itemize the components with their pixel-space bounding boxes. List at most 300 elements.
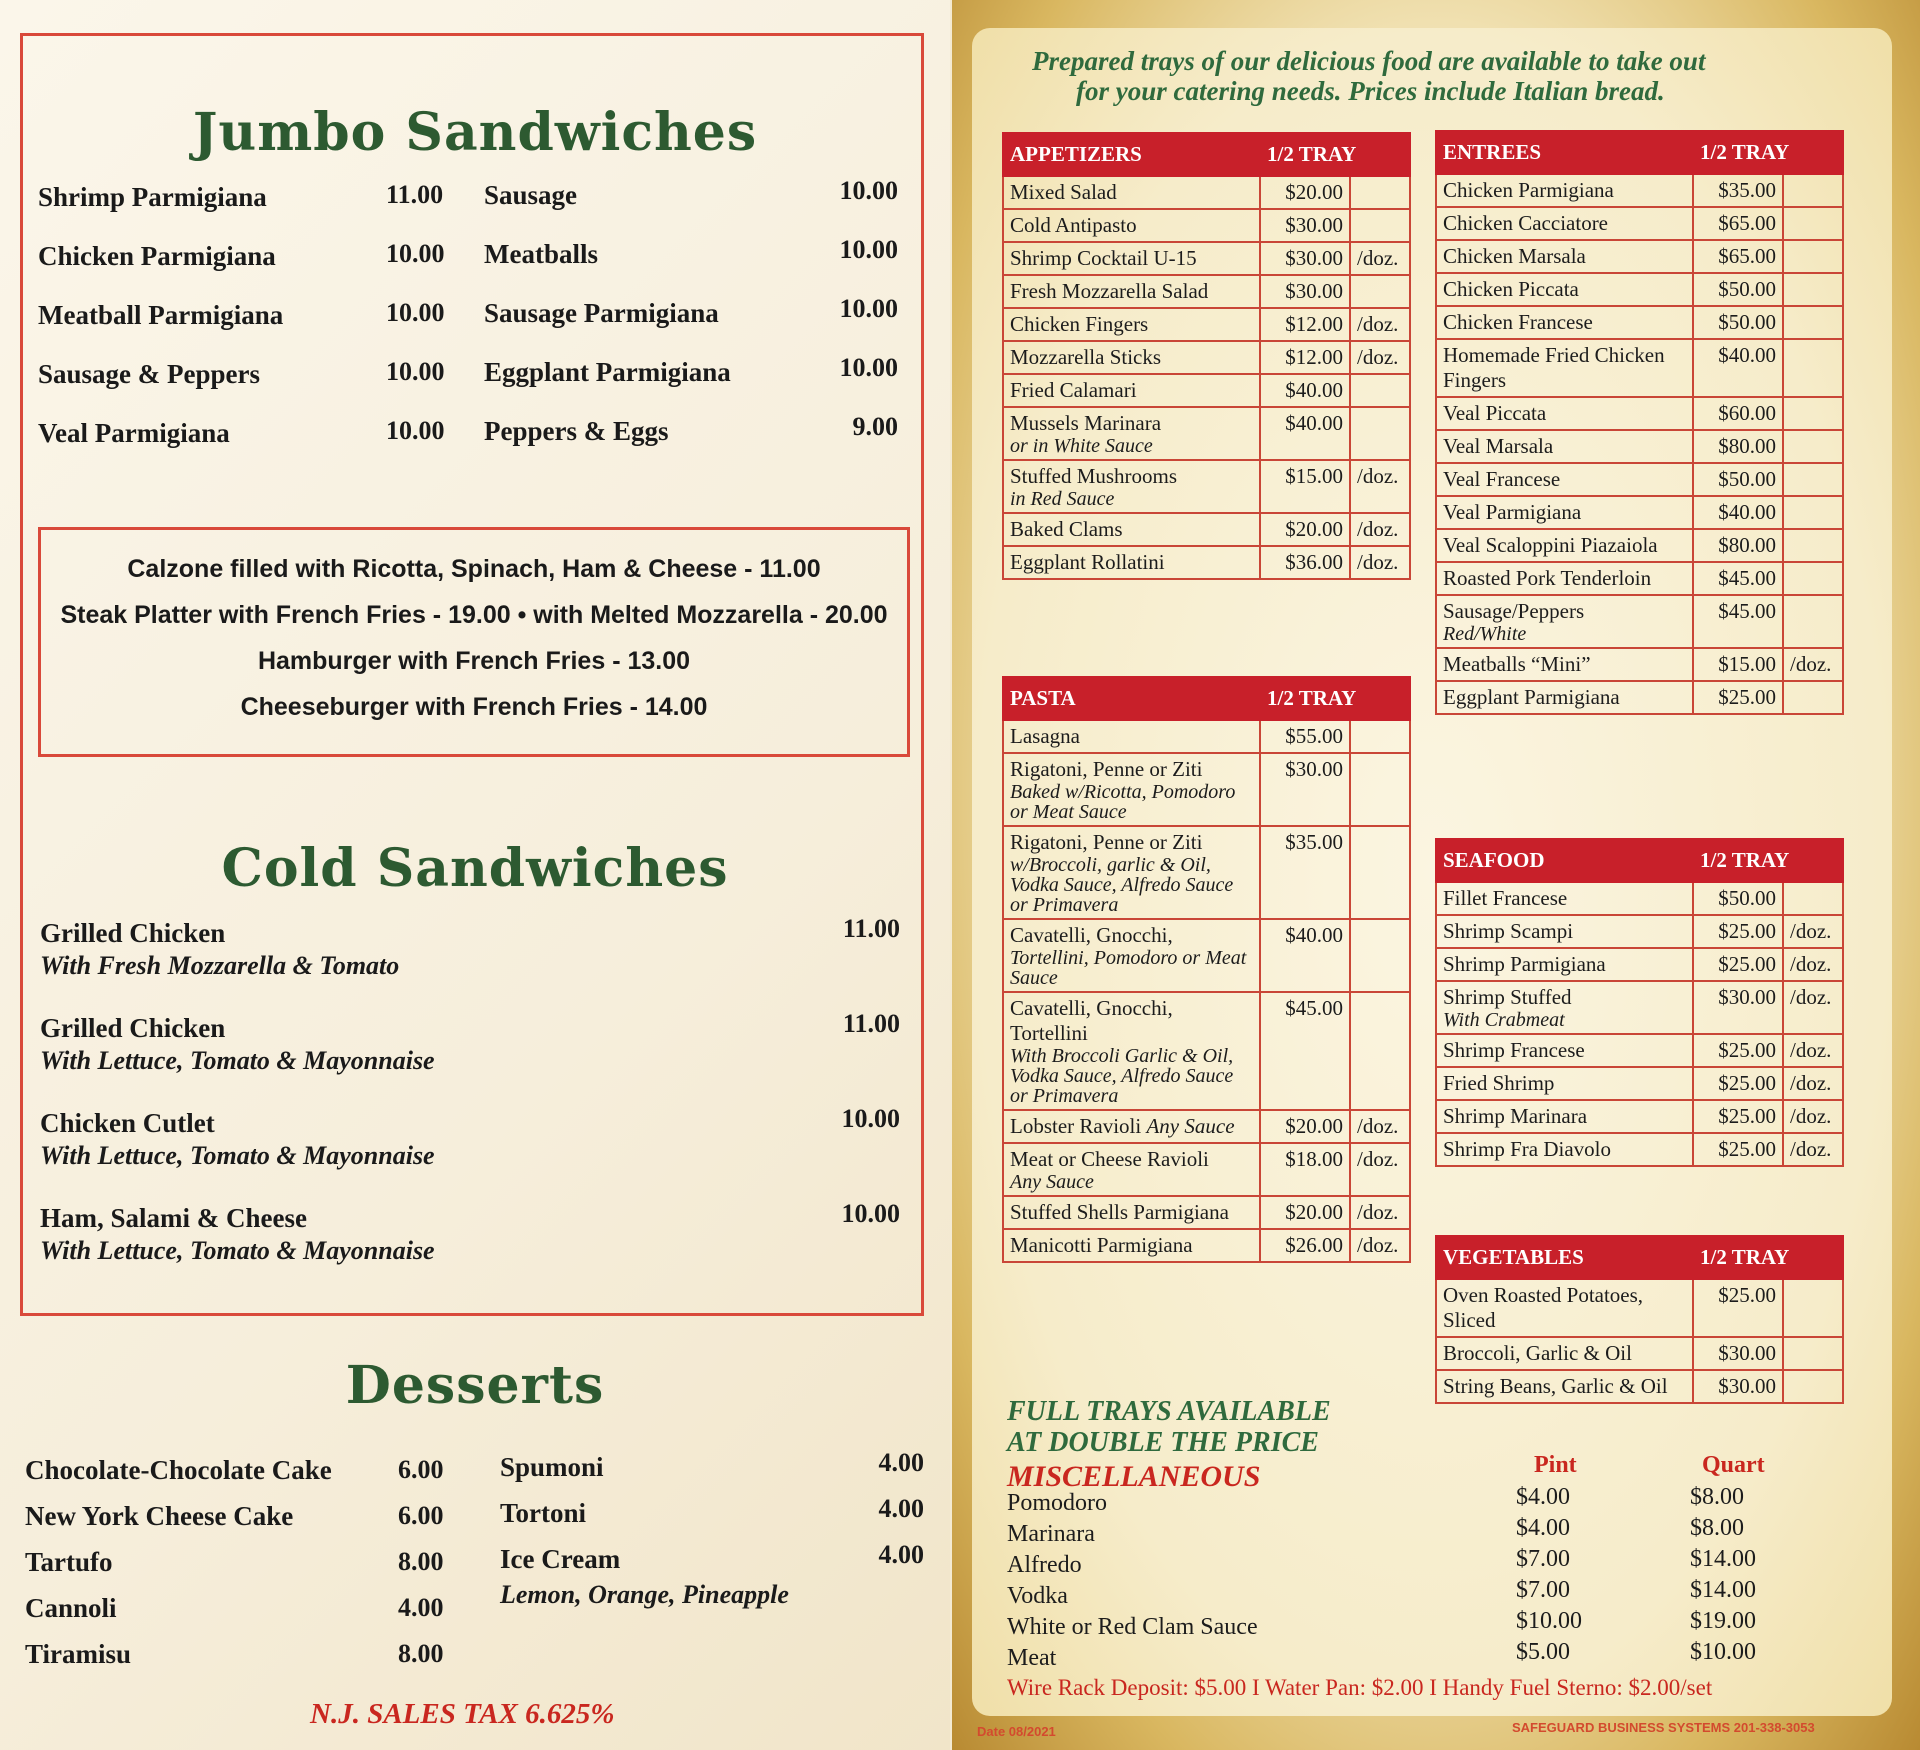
tray-item-price: $30.00 bbox=[1260, 275, 1350, 308]
misc-item-name: Pomodoro bbox=[1007, 1490, 1108, 1516]
tray-row bbox=[1003, 242, 1410, 275]
full-trays-note bbox=[1007, 1396, 1331, 1458]
tray-row bbox=[1436, 981, 1843, 1034]
tray-item-price: $36.00 bbox=[1260, 546, 1350, 579]
tray-item-unit bbox=[1783, 240, 1843, 273]
tray-item-price: $30.00 bbox=[1260, 753, 1350, 826]
dessert-price: 6.00 bbox=[398, 1501, 444, 1530]
tray-item-unit: /doz. bbox=[1350, 341, 1410, 374]
tray-item-cell bbox=[1003, 992, 1260, 1110]
cold-item-name: Ham, Salami & Cheese bbox=[40, 1203, 307, 1233]
tray-row bbox=[1003, 275, 1410, 308]
dessert-name: Tortoni bbox=[500, 1498, 587, 1528]
tray-item-cell bbox=[1003, 407, 1260, 460]
tray-row bbox=[1436, 306, 1843, 339]
tray-item-unit bbox=[1783, 397, 1843, 430]
misc-item-name: Alfredo bbox=[1007, 1552, 1082, 1578]
misc-pint-price: $7.00 bbox=[1516, 1546, 1570, 1572]
tray-item-unit bbox=[1350, 209, 1410, 242]
tray-item-price: $50.00 bbox=[1693, 306, 1783, 339]
tray-item-price: $25.00 bbox=[1693, 1133, 1783, 1166]
tray-item-unit bbox=[1783, 463, 1843, 496]
tray-item-unit bbox=[1783, 1337, 1843, 1370]
tray-item-cell bbox=[1003, 546, 1260, 579]
cold-item-desc: With Fresh Mozzarella & Tomato bbox=[40, 951, 400, 980]
jumbo-item-name: Shrimp Parmigiana bbox=[38, 182, 267, 212]
tray-row bbox=[1436, 174, 1843, 207]
misc-quart-price: $8.00 bbox=[1690, 1515, 1744, 1541]
tray-row bbox=[1436, 529, 1843, 562]
full-trays-line1: FULL TRAYS AVAILABLE bbox=[1007, 1396, 1331, 1427]
tray-item-price: $30.00 bbox=[1260, 242, 1350, 275]
tray-item-name: Shrimp Stuffed bbox=[1443, 985, 1572, 1009]
tray-item-name: Stuffed Mushrooms bbox=[1010, 464, 1178, 488]
tray-item-name: Veal Piccata bbox=[1443, 401, 1547, 425]
tray-row bbox=[1436, 648, 1843, 681]
seafood-header-row bbox=[1436, 839, 1843, 882]
appetizers-table bbox=[1002, 132, 1411, 580]
jumbo-item-name: Sausage bbox=[484, 180, 578, 210]
tray-row bbox=[1436, 1337, 1843, 1370]
tray-item-name: Sausage/Peppers bbox=[1443, 599, 1585, 623]
misc-quart-price: $14.00 bbox=[1690, 1546, 1756, 1572]
tray-item-name: Manicotti Parmigiana bbox=[1010, 1233, 1193, 1257]
tray-item-cell bbox=[1436, 1279, 1693, 1337]
tray-item-unit: /doz. bbox=[1350, 1110, 1410, 1143]
tray-item-name: Shrimp Fra Diavolo bbox=[1443, 1137, 1611, 1161]
tray-item-cell bbox=[1003, 308, 1260, 341]
tray-item-sub: With Broccoli Garlic & Oil, Vodka Sauce, Alfredo Sauce or Primavera bbox=[1010, 1045, 1234, 1107]
tray-row bbox=[1436, 496, 1843, 529]
jumbo-item-name: Meatballs bbox=[484, 239, 598, 269]
vegetables-header-row bbox=[1436, 1236, 1843, 1279]
cold-item-price: 11.00 bbox=[842, 914, 900, 943]
tray-row bbox=[1003, 341, 1410, 374]
tray-item-price: $60.00 bbox=[1693, 397, 1783, 430]
vegetables-header: VEGETABLES bbox=[1436, 1236, 1693, 1279]
tray-item-unit bbox=[1783, 1370, 1843, 1403]
specials-box bbox=[38, 527, 910, 757]
tray-item-cell bbox=[1003, 1143, 1260, 1196]
tray-item-cell bbox=[1003, 753, 1260, 826]
misc-item-name: Meat bbox=[1007, 1645, 1057, 1671]
dessert-name: New York Cheese Cake bbox=[25, 1501, 294, 1531]
tray-row bbox=[1003, 308, 1410, 341]
seafood-table bbox=[1435, 838, 1844, 1167]
cold-item-name: Chicken Cutlet bbox=[40, 1108, 215, 1138]
tray-item-unit bbox=[1783, 273, 1843, 306]
cold-item-desc: With Lettuce, Tomato & Mayonnaise bbox=[40, 1141, 435, 1170]
tray-item-cell bbox=[1436, 240, 1693, 273]
tray-item-cell bbox=[1436, 1337, 1693, 1370]
tray-row bbox=[1003, 753, 1410, 826]
tray-item-name: Mozzarella Sticks bbox=[1010, 345, 1162, 369]
miscellaneous-title: MISCELLANEOUS bbox=[1007, 1460, 1261, 1493]
tray-item-price: $25.00 bbox=[1693, 1034, 1783, 1067]
tray-item-unit bbox=[1783, 430, 1843, 463]
tray-item-price: $40.00 bbox=[1693, 496, 1783, 529]
tray-item-name: Broccoli, Garlic & Oil bbox=[1443, 1341, 1632, 1365]
tray-item-unit bbox=[1783, 882, 1843, 915]
tray-item-cell bbox=[1436, 174, 1693, 207]
tray-item-price: $30.00 bbox=[1693, 981, 1783, 1034]
jumbo-sandwiches-title: Jumbo Sandwiches bbox=[192, 102, 758, 163]
tray-row bbox=[1436, 240, 1843, 273]
tray-item-price: $20.00 bbox=[1260, 1110, 1350, 1143]
tray-item-unit: /doz. bbox=[1350, 1143, 1410, 1196]
tray-row bbox=[1436, 1067, 1843, 1100]
tray-item-cell bbox=[1003, 242, 1260, 275]
tray-item-cell bbox=[1436, 273, 1693, 306]
special-cheeseburger: Cheeseburger with French Fries - 14.00 bbox=[240, 693, 708, 721]
dessert-price: 8.00 bbox=[398, 1547, 444, 1576]
pasta-header-row bbox=[1003, 677, 1410, 720]
tray-item-unit bbox=[1783, 529, 1843, 562]
tray-item-unit: /doz. bbox=[1783, 648, 1843, 681]
entrees-header-row bbox=[1436, 131, 1843, 174]
tray-item-cell bbox=[1003, 176, 1260, 209]
tray-item-price: $20.00 bbox=[1260, 1196, 1350, 1229]
jumbo-item-price: 10.00 bbox=[839, 235, 898, 264]
tray-item-price: $30.00 bbox=[1260, 209, 1350, 242]
dessert-name: Ice Cream bbox=[500, 1544, 621, 1574]
vegetables-tray-label: 1/2 TRAY bbox=[1693, 1236, 1843, 1279]
tray-item-unit bbox=[1783, 562, 1843, 595]
ice-cream-flavors: Lemon, Orange, Pineapple bbox=[500, 1580, 789, 1609]
misc-pint-price: $4.00 bbox=[1516, 1484, 1570, 1510]
jumbo-item-price: 10.00 bbox=[386, 239, 445, 268]
pasta-header: PASTA bbox=[1003, 677, 1260, 720]
cold-item-desc: With Lettuce, Tomato & Mayonnaise bbox=[40, 1046, 435, 1075]
tray-item-name: Meat or Cheese Ravioli bbox=[1010, 1147, 1209, 1171]
tray-row bbox=[1436, 207, 1843, 240]
tray-item-name: Veal Parmigiana bbox=[1443, 500, 1582, 524]
tray-item-note: Any Sauce bbox=[1146, 1114, 1235, 1138]
tray-item-unit bbox=[1350, 826, 1410, 919]
tray-item-sub: w/Broccoli, garlic & Oil, Vodka Sauce, Alfredo Sauce or Primavera bbox=[1010, 854, 1234, 916]
deposits-line: Wire Rack Deposit: $5.00 I Water Pan: $2.00 I Handy Fuel Sterno: $2.00/set bbox=[1007, 1675, 1713, 1700]
catering-panel bbox=[952, 0, 1920, 1750]
tray-row bbox=[1436, 1279, 1843, 1337]
tray-item-cell bbox=[1436, 915, 1693, 948]
sandwich-menu-panel bbox=[0, 0, 950, 1750]
tray-item-name: Cold Antipasto bbox=[1010, 213, 1137, 237]
tray-row bbox=[1003, 826, 1410, 919]
tray-item-price: $30.00 bbox=[1693, 1337, 1783, 1370]
appetizers-header-row bbox=[1003, 133, 1410, 176]
tray-item-name: Meatballs “Mini” bbox=[1443, 652, 1591, 676]
tray-item-name: Shrimp Parmigiana bbox=[1443, 952, 1606, 976]
tray-item-unit bbox=[1350, 919, 1410, 992]
tray-item-sub: in Red Sauce bbox=[1010, 488, 1115, 510]
tray-item-unit: /doz. bbox=[1350, 513, 1410, 546]
desserts-title: Desserts bbox=[345, 1355, 605, 1416]
jumbo-item-price: 11.00 bbox=[386, 180, 444, 209]
tray-item-name: Veal Francese bbox=[1443, 467, 1561, 491]
tray-row bbox=[1003, 919, 1410, 992]
cold-item-name: Grilled Chicken bbox=[40, 1013, 226, 1043]
tray-item-cell bbox=[1003, 513, 1260, 546]
tray-item-name: Veal Scaloppini Piazaiola bbox=[1443, 533, 1658, 557]
tray-item-cell bbox=[1003, 460, 1260, 513]
catering-paper bbox=[972, 28, 1892, 1716]
print-date: Date 08/2021 bbox=[977, 1724, 1056, 1739]
tray-item-name: Fresh Mozzarella Salad bbox=[1010, 279, 1209, 303]
tray-item-name: Fried Calamari bbox=[1010, 378, 1137, 402]
tray-item-unit bbox=[1783, 595, 1843, 648]
dessert-price: 8.00 bbox=[398, 1639, 444, 1668]
tray-item-unit: /doz. bbox=[1350, 546, 1410, 579]
tray-item-price: $55.00 bbox=[1260, 720, 1350, 753]
tray-item-cell bbox=[1436, 207, 1693, 240]
tray-row bbox=[1436, 339, 1843, 397]
tray-item-price: $30.00 bbox=[1693, 1370, 1783, 1403]
tray-item-name: Shrimp Cocktail U-15 bbox=[1010, 246, 1197, 270]
tray-item-cell bbox=[1003, 1110, 1260, 1143]
tray-item-unit bbox=[1783, 339, 1843, 397]
tray-item-name: Veal Marsala bbox=[1443, 434, 1554, 458]
tray-item-cell bbox=[1436, 496, 1693, 529]
dessert-price: 4.00 bbox=[878, 1540, 924, 1569]
tray-row bbox=[1003, 513, 1410, 546]
tray-item-name: String Beans, Garlic & Oil bbox=[1443, 1374, 1668, 1398]
tray-row bbox=[1003, 407, 1410, 460]
jumbo-item-name: Eggplant Parmigiana bbox=[484, 357, 731, 387]
tray-item-price: $80.00 bbox=[1693, 529, 1783, 562]
tray-item-cell bbox=[1436, 882, 1693, 915]
quart-header: Quart bbox=[1702, 1452, 1765, 1478]
misc-quart-price: $14.00 bbox=[1690, 1577, 1756, 1603]
dessert-price: 6.00 bbox=[398, 1455, 444, 1484]
appetizers-header: APPETIZERS bbox=[1003, 133, 1260, 176]
tray-item-price: $25.00 bbox=[1693, 1100, 1783, 1133]
dessert-name: Spumoni bbox=[500, 1452, 604, 1482]
dessert-price: 4.00 bbox=[878, 1448, 924, 1477]
tray-row bbox=[1436, 882, 1843, 915]
catering-intro-line1: Prepared trays of our delicious food are available to take out bbox=[1032, 46, 1706, 76]
special-steak-platter: Steak Platter with French Fries - 19.00 • with Melted Mozzarella - 20.00 bbox=[60, 601, 888, 629]
misc-pint-price: $4.00 bbox=[1516, 1515, 1570, 1541]
tray-item-cell bbox=[1003, 826, 1260, 919]
tray-item-cell bbox=[1003, 1196, 1260, 1229]
tray-item-price: $65.00 bbox=[1693, 240, 1783, 273]
tray-item-price: $18.00 bbox=[1260, 1143, 1350, 1196]
tray-item-price: $20.00 bbox=[1260, 176, 1350, 209]
tray-item-unit bbox=[1350, 374, 1410, 407]
tray-item-cell bbox=[1436, 339, 1693, 397]
misc-item-name: Marinara bbox=[1007, 1521, 1095, 1547]
tray-row bbox=[1003, 992, 1410, 1110]
jumbo-item-name: Sausage & Peppers bbox=[38, 359, 260, 389]
entrees-header: ENTREES bbox=[1436, 131, 1693, 174]
tray-item-cell bbox=[1003, 209, 1260, 242]
tray-item-unit: /doz. bbox=[1783, 1100, 1843, 1133]
tray-item-price: $25.00 bbox=[1693, 948, 1783, 981]
tray-item-cell bbox=[1436, 648, 1693, 681]
jumbo-item-price: 10.00 bbox=[386, 298, 445, 327]
tray-item-cell bbox=[1436, 430, 1693, 463]
tray-item-name: Mussels Marinara bbox=[1010, 411, 1162, 435]
misc-quart-price: $10.00 bbox=[1690, 1639, 1756, 1665]
tray-item-unit bbox=[1783, 681, 1843, 714]
tray-item-price: $40.00 bbox=[1260, 407, 1350, 460]
tray-item-name: Eggplant Parmigiana bbox=[1443, 685, 1620, 709]
tray-row bbox=[1436, 397, 1843, 430]
tray-item-price: $12.00 bbox=[1260, 341, 1350, 374]
tray-item-cell bbox=[1003, 374, 1260, 407]
tray-item-cell bbox=[1003, 341, 1260, 374]
misc-pint-price: $10.00 bbox=[1516, 1608, 1582, 1634]
jumbo-item-name: Meatball Parmigiana bbox=[38, 300, 284, 330]
tray-item-unit bbox=[1783, 306, 1843, 339]
tray-item-name: Oven Roasted Potatoes, Sliced bbox=[1443, 1283, 1644, 1332]
jumbo-item-name: Peppers & Eggs bbox=[484, 416, 669, 446]
tray-item-sub: With Crabmeat bbox=[1443, 1009, 1565, 1031]
pasta-table bbox=[1002, 676, 1411, 1263]
tray-item-name: Chicken Fingers bbox=[1010, 312, 1149, 336]
tray-item-name: Chicken Marsala bbox=[1443, 244, 1586, 268]
dessert-name: Chocolate-Chocolate Cake bbox=[25, 1455, 332, 1485]
tray-item-cell bbox=[1436, 1034, 1693, 1067]
tray-row bbox=[1003, 374, 1410, 407]
tray-item-name: Shrimp Francese bbox=[1443, 1038, 1585, 1062]
tray-item-unit: /doz. bbox=[1783, 981, 1843, 1034]
tray-item-price: $40.00 bbox=[1260, 374, 1350, 407]
tray-item-cell bbox=[1003, 720, 1260, 753]
tray-item-unit: /doz. bbox=[1350, 1196, 1410, 1229]
tray-item-name: Rigatoni, Penne or Ziti bbox=[1010, 757, 1203, 781]
tray-item-name: Stuffed Shells Parmigiana bbox=[1010, 1200, 1229, 1224]
jumbo-item-name: Sausage Parmigiana bbox=[484, 298, 719, 328]
full-trays-line2: AT DOUBLE THE PRICE bbox=[1007, 1427, 1319, 1458]
tray-item-name: Roasted Pork Tenderloin bbox=[1443, 566, 1652, 590]
tray-item-unit bbox=[1350, 753, 1410, 826]
tray-row bbox=[1003, 460, 1410, 513]
tray-item-cell bbox=[1436, 595, 1693, 648]
tray-item-price: $50.00 bbox=[1693, 882, 1783, 915]
entrees-tray-label: 1/2 TRAY bbox=[1693, 131, 1843, 174]
cold-item-price: 10.00 bbox=[841, 1199, 900, 1228]
vegetables-table bbox=[1435, 1235, 1844, 1404]
tray-item-cell bbox=[1436, 529, 1693, 562]
tray-item-unit bbox=[1783, 174, 1843, 207]
tray-item-cell bbox=[1003, 275, 1260, 308]
tray-item-name: Eggplant Rollatini bbox=[1010, 550, 1165, 574]
jumbo-item-price: 10.00 bbox=[839, 353, 898, 382]
jumbo-item-price: 10.00 bbox=[839, 176, 898, 205]
dessert-price: 4.00 bbox=[398, 1593, 444, 1622]
tray-item-price: $40.00 bbox=[1693, 339, 1783, 397]
tray-item-price: $50.00 bbox=[1693, 273, 1783, 306]
tray-item-cell bbox=[1436, 981, 1693, 1034]
tray-row bbox=[1436, 463, 1843, 496]
tray-item-price: $45.00 bbox=[1693, 595, 1783, 648]
tray-item-name: Fillet Francese bbox=[1443, 886, 1568, 910]
tray-item-price: $20.00 bbox=[1260, 513, 1350, 546]
tray-item-name: Rigatoni, Penne or Ziti bbox=[1010, 830, 1203, 854]
tray-item-price: $45.00 bbox=[1260, 992, 1350, 1110]
misc-quart-price: $8.00 bbox=[1690, 1484, 1744, 1510]
pint-header: Pint bbox=[1534, 1452, 1577, 1478]
tray-item-sub: Any Sauce bbox=[1010, 1171, 1094, 1193]
entrees-table bbox=[1435, 130, 1844, 715]
tray-item-cell bbox=[1436, 1370, 1693, 1403]
jumbo-item-name: Veal Parmigiana bbox=[38, 418, 230, 448]
misc-pint-price: $7.00 bbox=[1516, 1577, 1570, 1603]
misc-item-name: White or Red Clam Sauce bbox=[1007, 1614, 1258, 1640]
cold-item-price: 11.00 bbox=[842, 1009, 900, 1038]
tray-item-price: $65.00 bbox=[1693, 207, 1783, 240]
special-calzone: Calzone filled with Ricotta, Spinach, Ham & Cheese - 11.00 bbox=[127, 555, 821, 583]
tray-item-price: $40.00 bbox=[1260, 919, 1350, 992]
tray-item-price: $50.00 bbox=[1693, 463, 1783, 496]
appetizers-tray-label: 1/2 TRAY bbox=[1260, 133, 1410, 176]
tray-row bbox=[1436, 430, 1843, 463]
tray-item-unit: /doz. bbox=[1783, 1034, 1843, 1067]
special-hamburger: Hamburger with French Fries - 13.00 bbox=[257, 647, 691, 675]
jumbo-item-price: 10.00 bbox=[839, 294, 898, 323]
tray-item-price: $15.00 bbox=[1693, 648, 1783, 681]
tray-item-unit bbox=[1350, 720, 1410, 753]
seafood-tray-label: 1/2 TRAY bbox=[1693, 839, 1843, 882]
jumbo-item-name: Chicken Parmigiana bbox=[38, 241, 276, 271]
tray-item-cell bbox=[1436, 1067, 1693, 1100]
tray-item-sub: Tortellini, Pomodoro or Meat Sauce bbox=[1010, 947, 1247, 989]
tray-item-name: Chicken Francese bbox=[1443, 310, 1593, 334]
sales-tax-note: N.J. SALES TAX 6.625% bbox=[310, 1698, 615, 1730]
tray-item-price: $80.00 bbox=[1693, 430, 1783, 463]
cold-item-desc: With Lettuce, Tomato & Mayonnaise bbox=[40, 1236, 435, 1265]
tray-item-name: Shrimp Scampi bbox=[1443, 919, 1574, 943]
tray-row bbox=[1003, 176, 1410, 209]
tray-item-price: $26.00 bbox=[1260, 1229, 1350, 1262]
catering-intro-line2: for your catering needs. Prices include Italian bread. bbox=[1076, 76, 1665, 106]
tray-item-sub: Red/White bbox=[1443, 623, 1527, 645]
tray-item-name: Chicken Piccata bbox=[1443, 277, 1579, 301]
tray-item-price: $12.00 bbox=[1260, 308, 1350, 341]
tray-item-name: Cavatelli, Gnocchi, Tortellini bbox=[1010, 996, 1173, 1045]
tray-item-cell bbox=[1436, 1133, 1693, 1166]
tray-row bbox=[1003, 720, 1410, 753]
tray-item-unit: /doz. bbox=[1350, 460, 1410, 513]
dessert-name: Cannoli bbox=[25, 1593, 117, 1623]
tray-item-price: $25.00 bbox=[1693, 1067, 1783, 1100]
tray-item-price: $45.00 bbox=[1693, 562, 1783, 595]
misc-item-name: Vodka bbox=[1007, 1583, 1068, 1609]
tray-row bbox=[1003, 1196, 1410, 1229]
tray-row bbox=[1436, 1133, 1843, 1166]
tray-item-unit bbox=[1350, 176, 1410, 209]
tray-item-unit bbox=[1783, 496, 1843, 529]
cold-item-price: 10.00 bbox=[841, 1104, 900, 1133]
tray-row bbox=[1003, 209, 1410, 242]
tray-item-name: Mixed Salad bbox=[1010, 180, 1117, 204]
tray-row bbox=[1003, 546, 1410, 579]
tray-item-unit: /doz. bbox=[1350, 242, 1410, 275]
tray-item-name: Chicken Cacciatore bbox=[1443, 211, 1609, 235]
tray-item-cell bbox=[1436, 562, 1693, 595]
tray-item-unit bbox=[1783, 1279, 1843, 1337]
tray-item-name: Fried Shrimp bbox=[1443, 1071, 1555, 1095]
cold-item-name: Grilled Chicken bbox=[40, 918, 226, 948]
tray-item-unit bbox=[1350, 407, 1410, 460]
tray-item-cell bbox=[1436, 306, 1693, 339]
tray-row bbox=[1436, 273, 1843, 306]
tray-item-name: Shrimp Marinara bbox=[1443, 1104, 1588, 1128]
tray-row bbox=[1436, 1370, 1843, 1403]
tray-item-name: Chicken Parmigiana bbox=[1443, 178, 1614, 202]
jumbo-item-price: 10.00 bbox=[386, 357, 445, 386]
